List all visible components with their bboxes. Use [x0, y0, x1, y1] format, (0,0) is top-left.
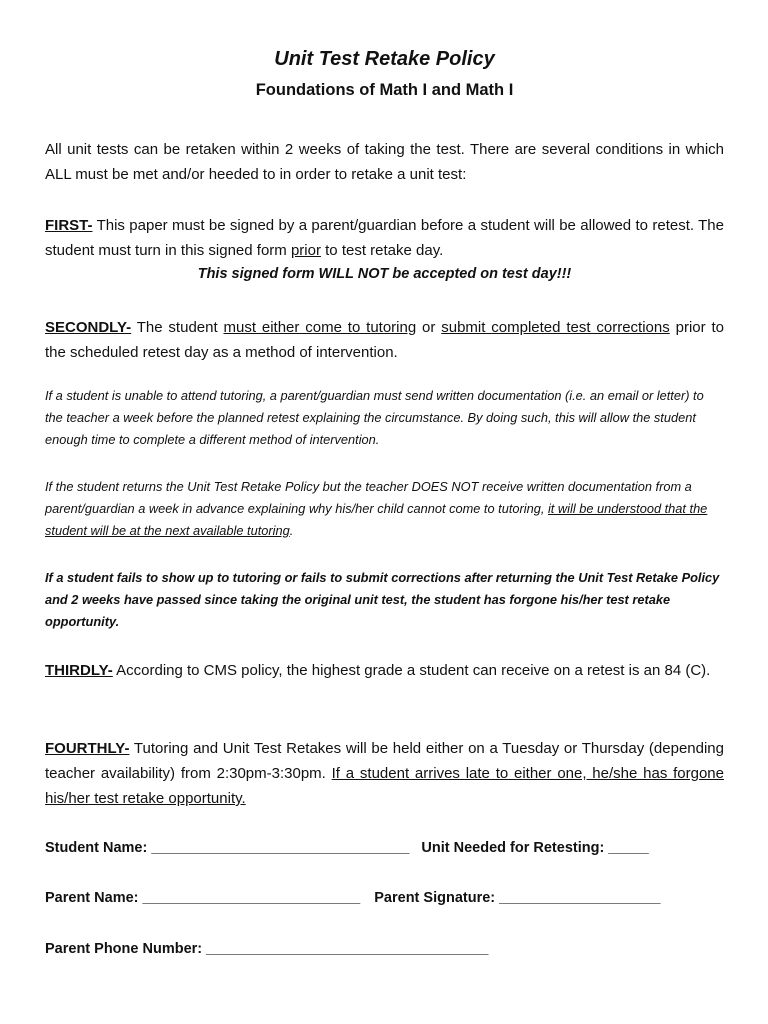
parent-signature-field[interactable]: Parent Signature: ____________________: [374, 890, 661, 906]
second-text-b: or: [416, 319, 442, 336]
third-label: THIRDLY-: [45, 662, 113, 679]
note-forgone: If a student fails to show up to tutoring or fails to submit corrections after returning the Unit Test Retake Policy and 2 weeks have passed since taking the original unit test, the student has forgone his/her test retake opportunity.: [45, 570, 720, 629]
first-warning: This signed form WILL NOT be accepted on test day!!!: [197, 266, 572, 282]
third-text: According to CMS policy, the highest grade a student can receive on a retest is an 84 (C).: [112, 662, 711, 679]
document-title: Unit Test Retake Policy: [274, 48, 495, 70]
fourth-label: FOURTHLY-: [45, 740, 130, 757]
first-text-prior: prior: [290, 242, 321, 259]
student-row: [45, 840, 724, 856]
first-label: FIRST-: [45, 217, 93, 234]
first-text-a: This paper must be signed by a parent/guardian before a student will be allowed to retest. The student must turn in this signed form: [45, 217, 724, 259]
second-underline-corrections: submit completed test corrections: [441, 319, 670, 336]
second-underline-tutoring: must either come to tutoring: [223, 319, 417, 336]
parent-name-field[interactable]: Parent Name: ___________________________: [45, 890, 361, 906]
phone-row: [45, 941, 724, 957]
unit-needed-field[interactable]: Unit Needed for Retesting: _____: [421, 840, 649, 856]
note2-underlined: it will be understood that the student will be at the next available tutoring: [45, 501, 708, 538]
fourth-text: Tutoring and Unit Test Retakes will be held either on a Tuesday or Thursday (depending teacher availability) from 2:30pm-3:30pm.: [45, 740, 724, 782]
note-no-documentation: [45, 476, 724, 542]
fourth-underlined: If a student arrives late to either one, he/she has forgone his/her test retake opportunity.: [45, 765, 724, 807]
note-unable-to-attend: If a student is unable to attend tutoring, a parent/guardian must send written documentation (i.e. an email or letter) to the teacher a week before the planned retest explaining the circumstance. By doing such, this will allow the student enough time to complete a different method of intervention.: [45, 388, 704, 447]
policy-document: [45, 0, 724, 1024]
first-text-b: to test retake day.: [320, 242, 444, 259]
parent-row: [45, 890, 724, 906]
third-condition: [45, 658, 724, 683]
note2-text-b: .: [289, 523, 294, 538]
second-text-a: The student: [131, 319, 224, 336]
student-name-field[interactable]: Student Name: ________________________________: [45, 840, 410, 856]
second-text-c: prior to the scheduled retest day as a method of intervention.: [45, 319, 724, 361]
second-label: SECONDLY-: [45, 319, 132, 336]
document-subtitle: Foundations of Math I and Math I: [255, 81, 514, 99]
first-condition: [45, 213, 724, 263]
note2-text-a: If the student returns the Unit Test Retake Policy but the teacher DOES NOT receive written documentation from a parent/guardian a week in advance explaining why his/her child cannot come to tutoring,: [45, 479, 692, 516]
intro-paragraph: All unit tests can be retaken within 2 weeks of taking the test. There are several conditions in which ALL must be met and/or heeded to in order to retake a unit test:: [45, 141, 724, 183]
fourth-condition: [45, 736, 724, 811]
parent-phone-field[interactable]: Parent Phone Number: ___________________________________: [45, 941, 489, 957]
second-condition: [45, 315, 724, 365]
